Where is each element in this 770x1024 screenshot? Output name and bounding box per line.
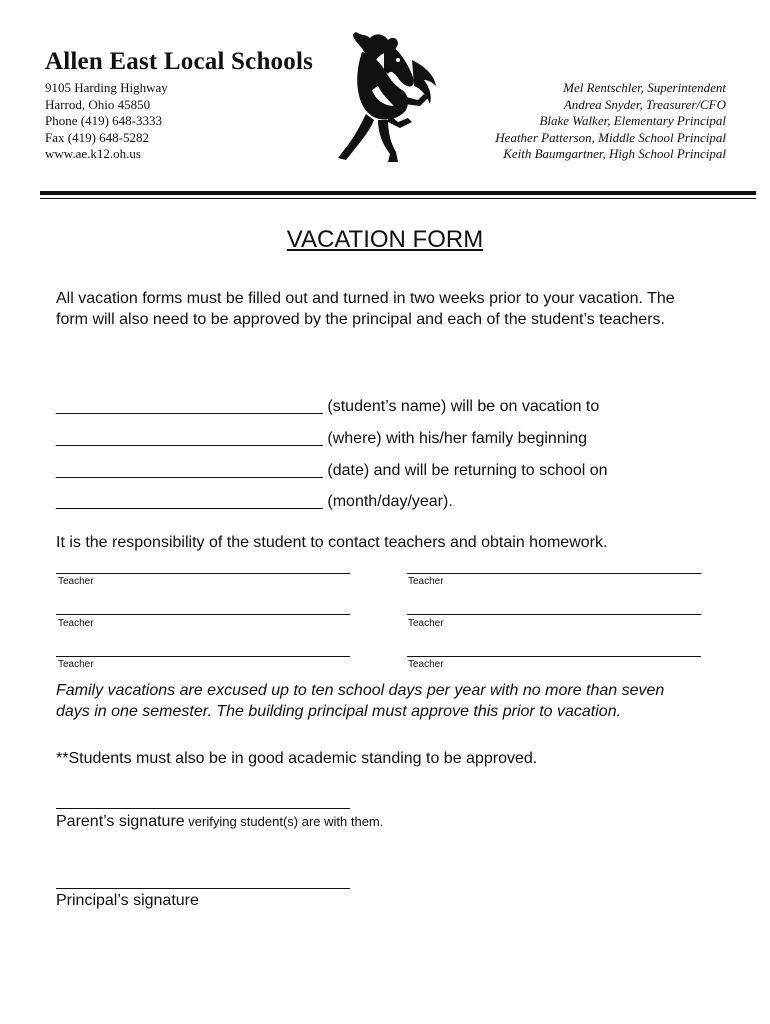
parent-signature-note: verifying student(s) are with them. [184,814,384,829]
address-line-1: 9105 Harding Highway [45,80,168,95]
teacher-signature-line[interactable] [407,614,701,615]
staff-block [495,80,726,163]
principal-signature-line[interactable] [56,888,350,889]
return-date-line[interactable] [56,493,453,511]
teacher-caption: Teacher [58,576,94,587]
mustang-horse-icon [332,30,442,166]
treasurer: Andrea Snyder, Treasurer/CFO [563,96,726,112]
parent-signature-line[interactable] [56,808,350,809]
teacher-signature-line[interactable] [56,573,350,574]
contact-block [45,80,168,163]
middle-school-principal: Heather Patterson, Middle School Principal [495,129,726,145]
organization-name: Allen East Local Schools [45,48,314,75]
teacher-signature-line[interactable] [407,573,701,574]
teacher-signature-line[interactable] [407,656,701,657]
phone-number: Phone (419) 648-3333 [45,113,162,128]
start-date-line[interactable] [56,462,608,480]
start-date-text: (date) and will be returning to school on [322,462,608,479]
teacher-signature-line[interactable] [56,614,350,615]
student-name-line[interactable] [56,398,599,416]
destination-line[interactable] [56,430,587,448]
teacher-caption: Teacher [408,618,444,629]
intro-paragraph: All vacation forms must be filled out and turned in two weeks prior to your vacation. The form will also need to be approved by the principal and each of the student’s teachers. [56,290,675,328]
destination-blank[interactable]: ______________________________ [56,430,323,447]
principal-signature-label: Principal’s signature [56,892,199,909]
address-line-2: Harrod, Ohio 45850 [45,96,151,112]
start-date-blank[interactable]: ______________________________ [56,462,323,479]
return-date-text: (month/day/year). [322,493,453,510]
destination-text: (where) with his/her family beginning [322,430,588,447]
superintendent: Mel Rentschler, Superintendent [563,80,726,95]
responsibility-note: It is the responsibility of the student to contact teachers and obtain homework. [56,534,608,551]
letterhead-divider-thick [40,191,756,195]
letterhead-divider-thin [40,198,756,199]
vacation-policy-note: Family vacations are excused up to ten school days per year with no more than seven days in one semester. The building principal must approve this prior to vacation. [56,682,665,720]
academic-standing-note: **Students must also be in good academic standing to be approved. [56,750,538,767]
teacher-caption: Teacher [58,659,94,670]
parent-signature-label: Parent’s signature [56,813,185,830]
return-date-blank[interactable]: ______________________________ [56,493,323,510]
website: www.ae.k12.oh.us [45,146,141,161]
teacher-caption: Teacher [58,618,94,629]
teacher-caption: Teacher [408,576,444,587]
teacher-caption: Teacher [408,659,444,670]
form-title: VACATION FORM [286,226,484,253]
teacher-signature-line[interactable] [56,656,350,657]
parent-signature-caption [56,813,383,831]
student-name-blank[interactable]: ______________________________ [56,398,323,415]
fax-number: Fax (419) 648-5282 [45,129,149,145]
student-name-text: (student’s name) will be on vacation to [322,398,600,415]
high-school-principal: Keith Baumgartner, High School Principal [503,146,726,161]
elementary-principal: Blake Walker, Elementary Principal [539,113,726,128]
